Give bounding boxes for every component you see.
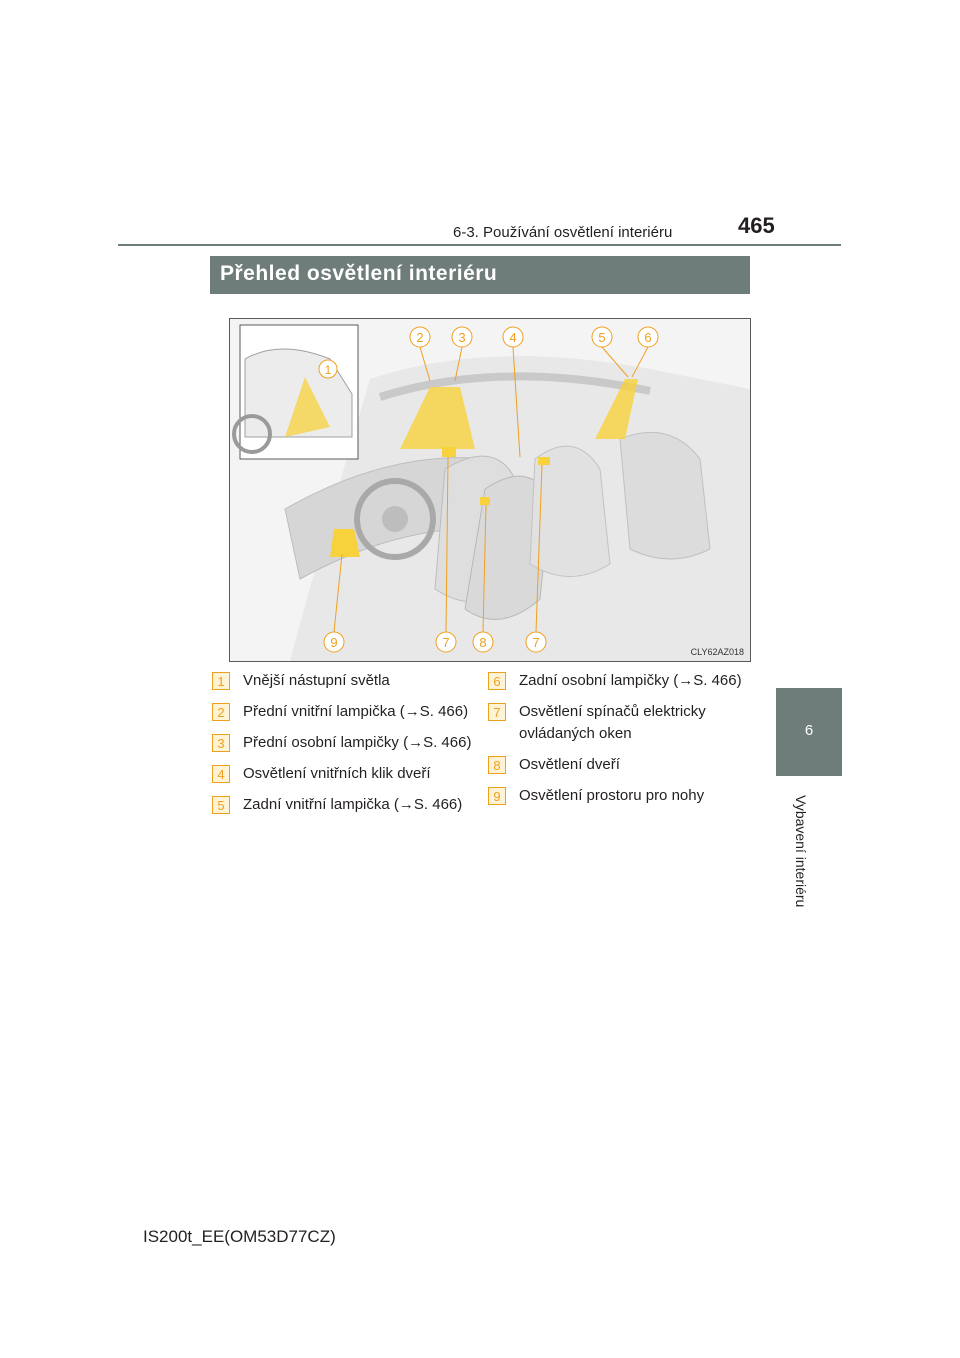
legend-item [212,701,477,723]
legend-item [488,701,750,745]
legend-text: Přední vnitřní lampička (→S. 466) [243,703,469,720]
header-rule [118,244,841,246]
callout-top-4: 5 [598,330,606,345]
number-badge: 1 [212,672,230,690]
footer-model-code: IS200t_EE(OM53D77CZ) [143,1227,336,1246]
legend-text: Osvětlení spínačů elektricky ovládaných oken [519,703,706,742]
legend-item [212,732,477,754]
page-number: 465 [738,213,775,238]
chapter-tab [776,688,842,776]
callout-top-1: 2 [416,330,424,345]
legend-text: Osvětlení vnitřních klik dveří [243,765,431,782]
callout-bottom-2: 7 [442,635,450,650]
legend-text: Osvětlení dveří [519,756,620,773]
callout-inset-label: 1 [324,363,332,377]
number-badge: 4 [212,765,230,783]
running-header: 6-3. Používání osvětlení interiéru [453,224,673,241]
legend-text: Zadní osobní lampičky (→S. 466) [519,672,742,689]
section-title: Přehled osvětlení interiéru [220,262,498,285]
callout-top-5: 6 [644,330,652,345]
callout-bottom-4: 7 [532,635,540,650]
legend-item [488,785,750,807]
callout-top-2: 3 [458,330,466,345]
car-interior-illustration [229,318,751,662]
legend-item [212,794,477,816]
number-badge: 2 [212,703,230,721]
legend-item [488,754,750,776]
legend-right [488,670,750,816]
section-title-bar [210,256,750,294]
legend-left [212,670,477,825]
chapter-number: 6 [804,722,814,739]
number-badge: 3 [212,734,230,752]
number-badge: 5 [212,796,230,814]
legend-text: Osvětlení prostoru pro nohy [519,787,705,804]
legend-item [212,763,477,785]
figure-code: CLY62AZ018 [690,647,744,657]
legend-item [212,670,477,692]
number-badge: 6 [488,672,506,690]
number-badge: 9 [488,787,506,805]
chapter-title: Vybavení interiéru [793,795,809,908]
number-badge: 7 [488,703,506,721]
callout-bottom-1: 9 [330,635,338,650]
callout-bottom-3: 8 [479,635,487,650]
legend-item [488,670,750,692]
number-badge: 8 [488,756,506,774]
legend-text: Přední osobní lampičky (→S. 466) [243,734,472,751]
callout-top-3: 4 [509,330,517,345]
legend-text: Vnější nástupní světla [243,672,390,689]
car-interior-drawing [230,319,750,661]
legend-text: Zadní vnitřní lampička (→S. 466) [243,796,463,813]
